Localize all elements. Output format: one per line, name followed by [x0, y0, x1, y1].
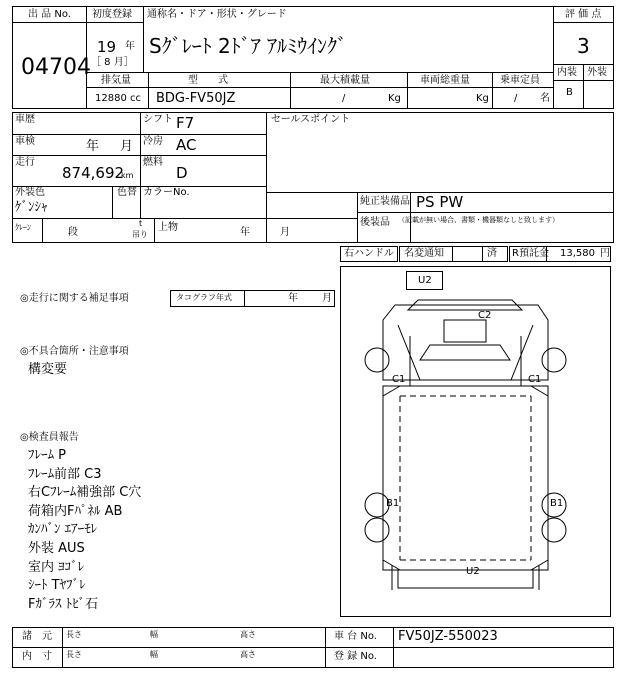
displacement-label: 排気量 — [101, 75, 131, 86]
exterior-label: 外装 — [587, 67, 607, 78]
recycle-value: 13,580 — [560, 248, 595, 259]
report-item: ｶﾝﾊﾞﾝ ｴｱｰﾓﾚ — [28, 522, 98, 538]
lot-no: 04704 — [21, 55, 91, 80]
report-item: ﾌﾚｰﾑ前部 C3 — [28, 466, 102, 482]
crane-hoist: 吊り — [132, 230, 148, 239]
inspection-year: 年 — [86, 139, 100, 154]
ext-color-value: ｹﾞﾝｼｬ — [15, 200, 48, 215]
report-item: Fｶﾞﾗｽ ﾄﾋﾞ石 — [28, 596, 99, 612]
crane-steps: 段 — [68, 227, 78, 238]
model-label: 型 式 — [188, 75, 228, 86]
tacho-year: 年 — [288, 293, 298, 304]
inspector-heading: ◎検査員報告 — [20, 432, 79, 443]
capacity-sep: / — [514, 93, 518, 104]
car-name: Sｸﾞﾚｰﾄ 2ﾄﾞｱ ｱﾙﾐｳｲﾝｸﾞ — [149, 34, 348, 58]
interior-size-label: 内 寸 — [22, 651, 52, 662]
score: 3 — [577, 34, 590, 58]
right-handle: 右ハンドル — [344, 248, 394, 259]
model: BDG-FV50JZ — [156, 91, 236, 106]
shift-value: F7 — [176, 114, 195, 132]
interior-grade: B — [566, 87, 573, 98]
history-label: 車歴 — [15, 114, 35, 125]
fuel-value: D — [176, 164, 188, 182]
reg-year-unit: 年 — [125, 41, 135, 52]
diagram-label-u2-bottom: U2 — [466, 566, 480, 577]
width-label-2: 幅 — [150, 650, 158, 659]
report-item: 外装 AUS — [28, 540, 85, 556]
color-change-label: 色替 — [117, 187, 137, 198]
notes-heading: ◎走行に関する補足事項 — [20, 293, 129, 304]
shift-label: シフト — [143, 114, 173, 125]
recycle-label: R預託金 — [512, 248, 549, 259]
crane-t: t — [139, 219, 143, 228]
capacity-label: 乗車定員 — [500, 75, 540, 86]
inspection-month: 月 — [120, 139, 134, 154]
chassis-label: 車 台 No. — [334, 631, 377, 642]
displacement: 12880 — [95, 93, 127, 104]
aftermarket-note: （記載が無い場合、書類・機器類なしと致します） — [398, 216, 559, 224]
aftermarket-label: 後装品 — [360, 217, 390, 228]
first-reg-label: 初度登録 — [92, 9, 132, 20]
diagram-label-b1-left: B1 — [386, 498, 400, 509]
recycle-unit: 円 — [600, 248, 610, 259]
report-item: 室内 ﾖｺﾞﾚ — [28, 559, 85, 575]
report-item: ﾌﾚｰﾑ P — [28, 448, 66, 463]
diagram-label-c1-left: C1 — [392, 374, 406, 385]
chassis-no: FV50JZ-550023 — [398, 629, 498, 644]
genuine-label: 純正装備品 — [360, 196, 410, 207]
name-label: 通称名・ドア・形状・グレード — [147, 9, 287, 20]
ac-value: AC — [176, 136, 197, 154]
score-label: 評 価 点 — [565, 9, 602, 20]
width-label: 幅 — [150, 630, 158, 639]
deposit-label: 済 — [487, 248, 497, 259]
reg-month: ［ 8 月］ — [91, 57, 134, 68]
diagram-label-c2: C2 — [478, 310, 492, 321]
defects-heading: ◎不具合箇所・注意事項 — [20, 346, 129, 357]
diagram-label-c1-right: C1 — [528, 374, 542, 385]
reg-label: 登 録 No. — [334, 651, 377, 662]
inspection-label: 車検 — [15, 136, 35, 147]
specs-label: 諸 元 — [22, 631, 52, 642]
capacity-unit: 名 — [540, 93, 550, 104]
mileage-value: 874,692 — [62, 164, 125, 182]
interior-label: 内装 — [557, 67, 577, 78]
diagram-label-u2-top: U2 — [418, 275, 432, 286]
length-label: 長さ — [66, 630, 82, 639]
report-item: 右Cﾌﾚｰﾑ補強部 C穴 — [28, 485, 142, 501]
mileage-unit: km — [121, 171, 134, 180]
color-code-label: カラーNo. — [143, 187, 190, 198]
length-label-2: 長さ — [66, 650, 82, 659]
height-label-2: 高さ — [240, 650, 256, 659]
tacho-month: 月 — [322, 293, 332, 304]
genuine-value: PS PW — [416, 193, 464, 211]
upper-year: 年 — [240, 227, 250, 238]
mileage-label: 走行 — [15, 157, 35, 168]
ext-color-label: 外装色 — [15, 187, 45, 198]
ac-label: 冷房 — [143, 136, 163, 147]
crane-label: ｸﾚｰﾝ — [15, 223, 31, 232]
diagram-label-b1-right: B1 — [550, 498, 564, 509]
fuel-label: 燃料 — [143, 157, 163, 168]
sales-point-label: セールスポイント — [271, 114, 351, 125]
lot-no-label: 出 品 No. — [28, 9, 71, 20]
height-label: 高さ — [240, 630, 256, 639]
defects-text: 構変要 — [28, 362, 68, 377]
report-item: ｼｰﾄ Tﾔﾌﾞﾚ — [28, 578, 86, 594]
tacho-label: タコグラフ年式 — [176, 293, 232, 302]
max-load-sep: / — [342, 93, 346, 104]
upper-month: 月 — [280, 227, 290, 238]
reg-year: 19 — [97, 38, 117, 56]
inspector-report-list — [28, 447, 141, 614]
gross-weight-label: 車両総重量 — [420, 75, 470, 86]
displacement-unit: cc — [130, 93, 141, 104]
upper-label: 上物 — [158, 222, 178, 233]
kg-1: Kg — [388, 93, 401, 104]
name-change-label: 名変通知 — [404, 248, 444, 259]
kg-2: Kg — [476, 93, 489, 104]
max-load-label: 最大積載量 — [320, 75, 370, 86]
report-item: 荷箱内Fﾊﾟﾈﾙ AB — [28, 503, 123, 519]
